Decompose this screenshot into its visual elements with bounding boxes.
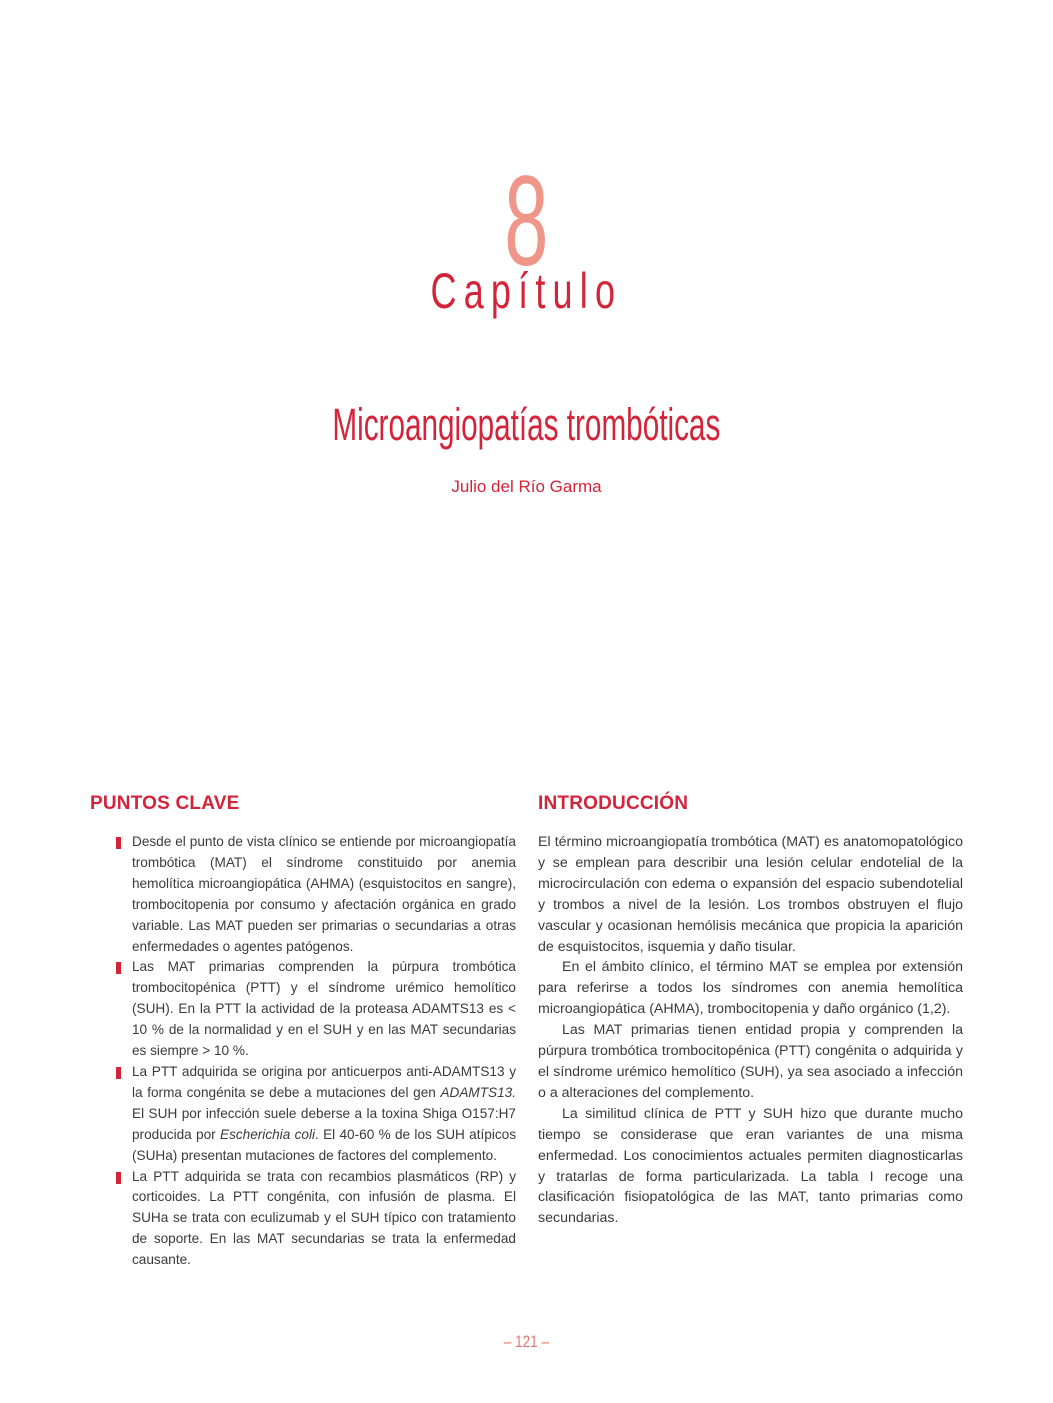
key-point-item [113, 957, 516, 1062]
organism-name: Escherichia coli [220, 1126, 315, 1142]
introduction-body [538, 832, 963, 1229]
bullet-square-icon [116, 962, 121, 974]
bullet-square-icon [116, 1067, 121, 1079]
bullet-square-icon [116, 1172, 121, 1184]
key-point-item [113, 832, 516, 957]
introduction-heading: INTRODUCCIÓN [538, 793, 689, 814]
key-point-text: Las MAT primarias comprenden la púrpura trombótica trombocitopénica (PTT) y el síndrome urémico hemolítico (SUH). En la PTT la actividad de la proteasa ADAMTS13 es < 10 % de la normalidad y en el SUH y en las MAT secundarias es siempre > 10 %. [132, 959, 516, 1059]
key-point-text: La PTT adquirida se origina por anticuerpos anti-ADAMTS13 y la forma congénita se debe a mutaciones del gen [132, 1063, 516, 1100]
chapter-number: 8 [504, 150, 549, 293]
intro-paragraph: El término microangiopatía trombótica (MAT) es anatomopatológico y se emplean para describir una lesión celular endotelial de la microcirculación con edema o expansión del espacio subendotelial y trombos a nivel de la lesión. Los trombos obstruyen el flujo vascular y ocasionan hemólisis mecánica que propicia la aparición de esquistocitos, isquemia y daño tisular. [538, 834, 963, 955]
chapter-label: Capítulo [430, 263, 623, 319]
intro-paragraph: En el ámbito clínico, el término MAT se emplea por extensión para referirse a todos los síndromes con anemia hemolítica microangiopática (AHMA), trombocitopenia y daño orgánico (1,2). [538, 959, 963, 1018]
gene-name: ADAMTS13. [440, 1084, 516, 1100]
key-point-text: . El 40-60 % de los SUH atípicos (SUHa) presentan mutaciones de factores del complemento. [132, 1126, 516, 1163]
key-points-heading: PUNTOS CLAVE [90, 793, 240, 814]
intro-paragraph: La similitud clínica de PTT y SUH hizo que durante mucho tiempo se considerase que eran variantes de una misma enfermedad. Los conocimientos actuales permiten diagnosticarlas y tratarlas de forma particularizada. La tabla I recoge una clasificación fisiopatológica de las MAT, tanto primarias como secundarias. [538, 1105, 963, 1227]
key-point-text: Desde el punto de vista clínico se entiende por microangiopatía trombótica (MAT) el síndrome constituido por anemia hemolítica microangiopática (AHMA) (esquistocitos en sangre), trombocitopenia por consumo y afectación orgánica en grado variable. Las MAT pueden ser primarias o secundarias a otras enfermedades o agentes patógenos. [132, 834, 516, 954]
key-point-text: El SUH por infección suele deberse a la toxina Shiga O157:H7 producida por [132, 1105, 516, 1142]
key-point-item [113, 1062, 516, 1167]
key-points-list [113, 832, 516, 1271]
key-point-item [113, 1167, 516, 1272]
author-name: Julio del Río Garma [451, 477, 602, 496]
bullet-square-icon [116, 837, 121, 849]
intro-paragraph: Las MAT primarias tienen entidad propia y comprenden la púrpura trombótica trombocitopénica (PTT) congénita o adquirida y el síndrome urémico hemolítico (SUH), ya sea asociado a infección o a alteraciones del complemento. [538, 1022, 963, 1101]
chapter-title: Microangiopatías trombóticas [332, 399, 721, 450]
page-number: – 121 – [503, 1332, 550, 1351]
key-point-text: La PTT adquirida se trata con recambios plasmáticos (RP) y corticoides. La PTT congénita, con infusión de plasma. El SUHa se trata con eculizumab y el SUH típico con tratamiento de soporte. En las MAT secundarias se trata la enfermedad causante. [132, 1168, 516, 1268]
